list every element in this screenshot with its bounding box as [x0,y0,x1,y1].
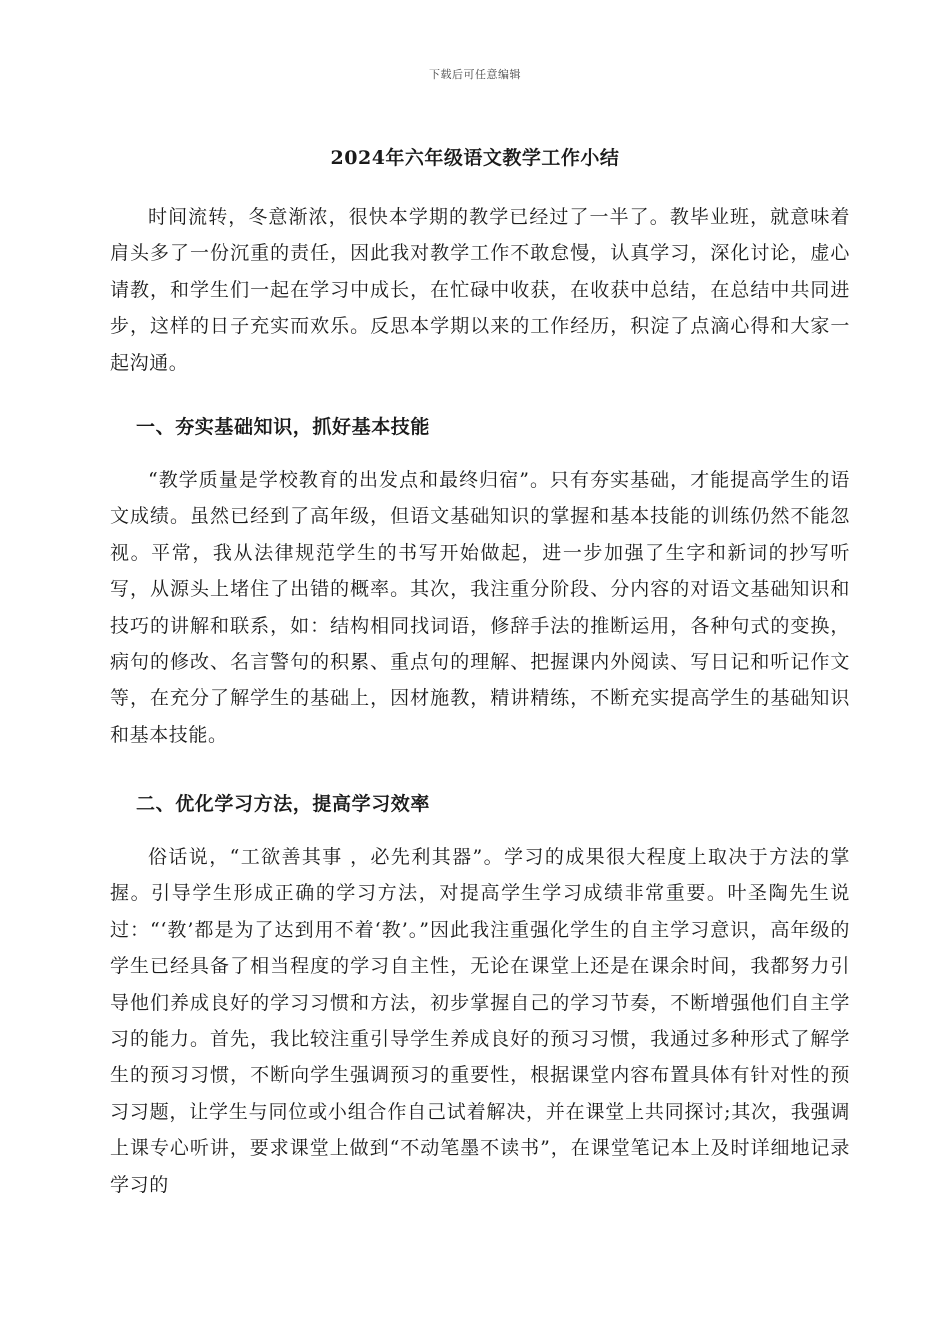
section-body-1: “教学质量是学校教育的出发点和最终归宿”。只有夯实基础，才能提高学生的语文成绩。虽然已经到了高年级，但语文基础知识的掌握和基本技能的训练仍然不能忽视。平常，我从法律规范学生的书写开始做起，进一步加强了生字和新词的抄写听写，从源头上堵住了出错的概率。其次，我注重分阶段、分内容的对语文基础知识和技巧的讲解和联系，如：结构相同找词语，修辞手法的推断运用，各种句式的变换，病句的修改、名言警句的积累、重点句的理解、把握课内外阅读、写日记和听记作文等，在充分了解学生的基础上，因材施教，精讲精练，不断充实提高学生的基础知识和基本技能。 [110,469,850,746]
section-heading-2: 二、优化学习方法，提高学习效率 [136,793,431,815]
section-heading-1: 一、夯实基础知识，抓好基本技能 [136,416,431,438]
document-title: 2024年六年级语文教学工作小结 [330,147,620,169]
intro-paragraph: 时间流转，冬意渐浓，很快本学期的教学已经过了一半了。教毕业班，就意味着肩头多了一份沉重的责任，因此我对教学工作不敢怠慢，认真学习，深化讨论，虚心请教，和学生们一起在学习中成长，在忙碌中收获，在收获中总结，在总结中共同进步，这样的日子充实而欢乐。反思本学期以来的工作经历，积淀了点滴心得和大家一起沟通。 [110,206,850,374]
header-note: 下载后可任意编辑 [429,68,521,81]
section-body-2: 俗话说，“工欲善其事 ，必先利其器”。学习的成果很大程度上取决于方法的掌握。引导学生形成正确的学习方法，对提高学生学习成绩非常重要。叶圣陶先生说过：“‘教’都是为了达到用不着‘教’。”因此我注重强化学生的自主学习意识，高年级的学生已经具备了相当程度的学习自主性，无论在课堂上还是在课余时间，我都努力引导他们养成良好的学习习惯和方法，初步掌握自己的学习节奏，不断增强他们自主学习的能力。首先，我比较注重引导学生养成良好的预习习惯，我通过多种形式了解学生的预习习惯，不断向学生强调预习的重要性，根据课堂内容布置具体有针对性的预习习题，让学生与同位或小组合作自己试着解决，并在课堂上共同探讨;其次，我强调上课专心听讲，要求课堂上做到“不动笔墨不读书”，在课堂笔记本上及时详细地记录学习的 [110,846,850,1196]
